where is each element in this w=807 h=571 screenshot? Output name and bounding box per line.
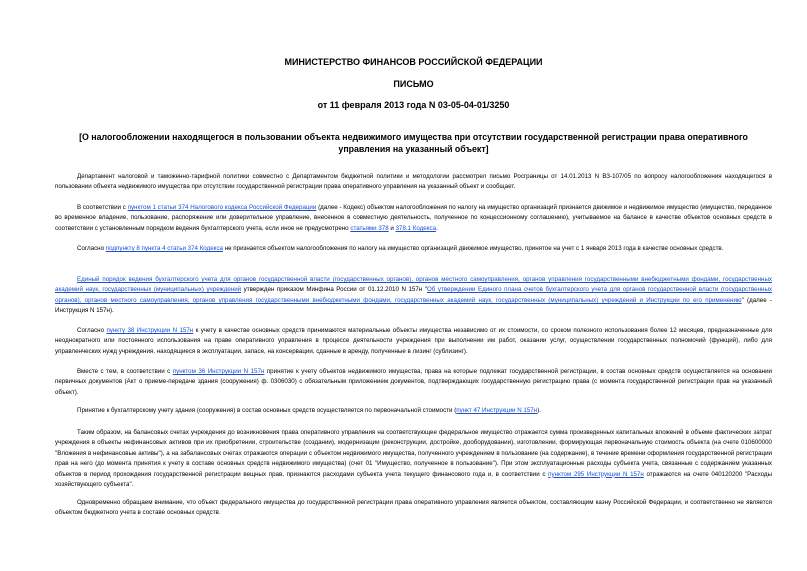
link-article-374-p1[interactable]: пунктом 1 статьи 374 Налогового кодекса Российской Федерации bbox=[127, 204, 317, 211]
paragraph-text: не признается объектом налогообложения по налогу на имущество организаций движимое имущество, принятое на учет с 1 января 2013 года в качестве основных средств. bbox=[222, 245, 724, 252]
paragraph-balance-accounts bbox=[55, 428, 772, 490]
paragraph-text: утвержден приказом Минфина России от 01.12.2010 N 157н " bbox=[241, 286, 427, 294]
ministry-heading: МИНИСТЕРСТВО ФИНАНСОВ РОССИЙСКОЙ ФЕДЕРАЦИИ bbox=[284, 57, 543, 67]
paragraph-unified-procedure bbox=[55, 275, 772, 317]
paragraph-text: Таким образом, на балансовых счетах учреждения до возникновения права оперативного управления на соответствующее федеральное имущество отражается сумма произведенных капитальных вложений в объеме фактических затрат учреждения в объекты нефинансовых активов при их приобретении, строительстве (создании), модернизации (реконструкции, достройке, дооборудовании), изготовлении, формирующая первоначальную стоимость объекта (на счете 010600000 "Вложения в нефинансовые активы"), а на забалансовых счетах отражаются операции с объектом недвижимого имущества, полученного учреждением в пользование (на содержание), в течение времени оформления государственной регистрации прав на него (до момента принятия к учету в составе основных средств недвижимого имущества) (счет 01 "Имущество, полученное в пользование"). При этом эксплуатационные расходы субъекта учета, связанные с содержанием указанных объектов в период прохождения государственной регистрации вещных прав, признаются расходами субъекта учета текущего финансового года и, в соответствии с bbox=[55, 429, 772, 478]
paragraph-text: Согласно bbox=[77, 327, 107, 334]
paragraph-text: к учету в качестве основных средств принимаются материальные объекты имущества независимо от их стоимости, со сроком полезного использования более 12 месяцев, предназначенные для неоднократного или постоянного использования на праве оперативного управления в процессе деятельности учреждения при выполнении им работ, оказании услуг, осуществлении государственных полномочий (функций), либо для управленческих нужд учреждения, находящиеся в эксплуатации, запасе, на консервации, сданные в аренду, полученные в лизинг (сублизинг). bbox=[55, 327, 772, 355]
paragraph-text: Принятие к бухгалтерскому учету здания (сооружения) в состав основных средств осуществляется по первоначальной стоимости ( bbox=[77, 407, 457, 414]
subject-heading: [О налогообложении находящегося в пользовании объекта недвижимого имущества при отсутствии государственной регистрации права оперативного управления на указанный объект] bbox=[79, 132, 748, 154]
link-article-378-1[interactable]: 378.1 Кодекса bbox=[395, 224, 437, 232]
doc-type-heading: ПИСЬМО bbox=[393, 79, 434, 89]
paragraph-text: принятие к учету объектов недвижимого имущества, права на которые подлежат государственной регистрации, в состав основных средств осуществляется на основании первичных документов (Акт о приеме-передаче здания (сооружения) ф. 0306030) с обязательным приложением документов, подтверждающих государственную регистрацию права (с момента государственной регистрации прав на указанный объект). bbox=[55, 368, 772, 396]
paragraph-text: . bbox=[436, 224, 438, 232]
paragraph-object-of-taxation bbox=[55, 203, 772, 234]
link-article-378[interactable]: статьями 378 bbox=[350, 224, 389, 232]
link-order-157n[interactable]: Об утверждении Единого плана счетов бухгалтерского учета для органов государственной власти (государственных органов), органов местного самоуправления, органов управления государственными внебюджетными фондами, государственных академий наук, государственных (муниципальных) учреждений и Инструкции по его применению bbox=[55, 286, 773, 304]
paragraph-instruction-38 bbox=[55, 326, 772, 357]
paragraph-text: Вместе с тем, в соответствии с bbox=[77, 368, 173, 375]
paragraph-text: Согласно bbox=[77, 245, 106, 252]
link-instruction-157n-p36[interactable]: пунктом 36 Инструкции N 157н bbox=[172, 368, 265, 375]
paragraph-text: " (далее - Инструкция N 157н). bbox=[55, 296, 772, 315]
paragraph-initial-cost bbox=[55, 406, 772, 416]
date-number-heading: от 11 февраля 2013 года N 03-05-04-01/3250 bbox=[317, 100, 510, 110]
paragraph-federal-treasury bbox=[55, 498, 772, 519]
link-unified-procedure[interactable]: Единый порядок ведения бухгалтерского учета для органов государственной власти (государственных органов), органов местного самоуправления, органов управления государственными внебюджетными фондами, государственных академий наук, государственных (муниципальных) учреждений bbox=[55, 276, 772, 294]
link-instruction-157n-p38[interactable]: пункту 38 Инструкции N 157н bbox=[106, 327, 194, 334]
paragraph-intro bbox=[55, 172, 772, 193]
link-instruction-157n-p47[interactable]: пункт 47 Инструкции N 157н bbox=[456, 407, 538, 414]
paragraph-text: и bbox=[388, 224, 396, 232]
paragraph-text: (далее - Кодекс) объектом налогообложения по налогу на имущество организаций признается движимое и недвижимое имущество (имущество, переданное во временное владение, пользование, распоряжение или доверительное управление, внесенное в совместную деятельность, полученное по концессионному соглашению), учитываемое на балансе в качестве объектов основных средств в соответствии с установленным порядком ведения бухгалтерского учета, если иное не предусмотрено bbox=[55, 204, 772, 232]
paragraph-text: Одновременно обращаем внимание, что объект федерального имущества до государственной регистрации права оперативного управления является объектом, составляющим казну Российской Федерации, и соответственно не является объектом бюджетного учета в составе основных средств. bbox=[55, 499, 772, 517]
paragraph-text: Департамент налоговой и таможенно-тарифной политики совместно с Департаментом бюджетной политики и методологии рассмотрел письмо Росграницы от 14.01.2013 N ВЗ-107/05 по вопросу налогообложения находящегося в пользовании объекта недвижимого имущества при отсутствии государственной регистрации права оперативного управления на указанный объект и сообщает. bbox=[55, 173, 772, 191]
paragraph-text: отражаются на счете 040120200 "Расходы хозяйствующего субъекта". bbox=[55, 470, 772, 489]
paragraph-text: В соответствии с bbox=[77, 204, 128, 211]
link-instruction-157n-p295[interactable]: пунктом 295 Инструкции N 157н bbox=[548, 470, 644, 478]
paragraph-movable-property bbox=[55, 244, 772, 254]
paragraph-text: ). bbox=[537, 407, 541, 414]
link-article-374-p4-s8[interactable]: подпункту 8 пункта 4 статьи 374 Кодекса bbox=[105, 245, 223, 252]
paragraph-instruction-36 bbox=[55, 367, 772, 398]
